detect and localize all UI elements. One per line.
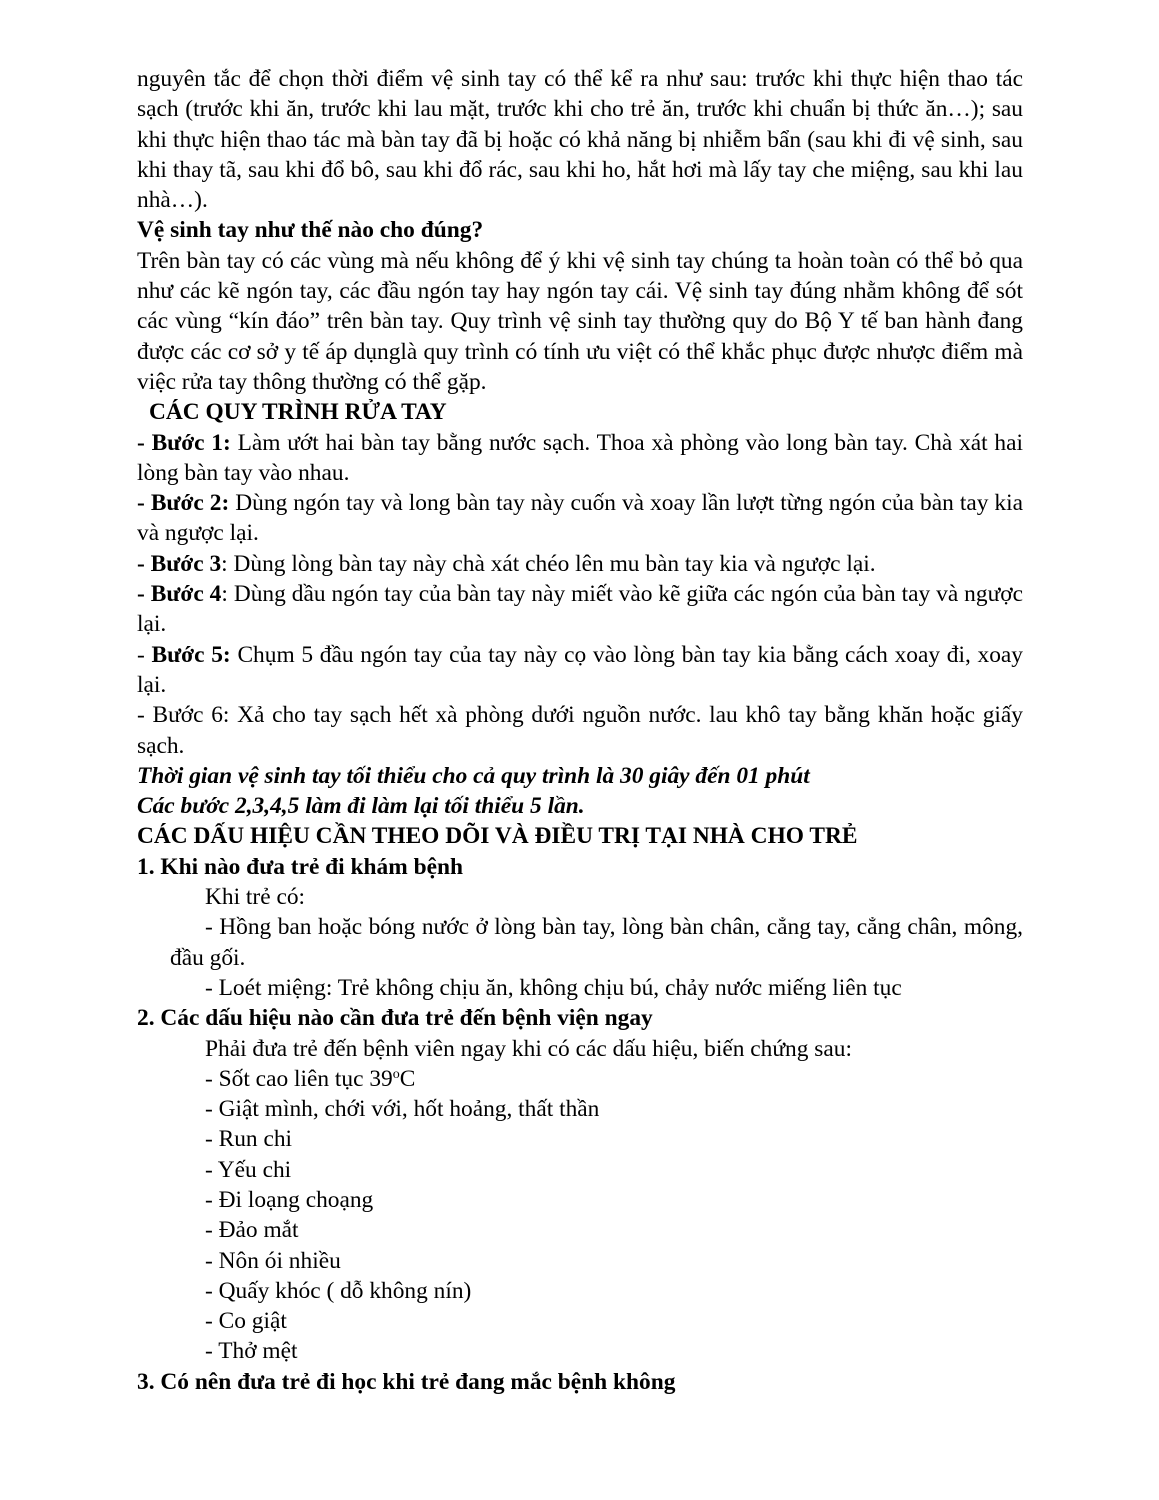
intro-paragraph: nguyên tắc để chọn thời điểm vệ sinh tay có thể kể ra như sau: trước khi thực hiện thao tác sạch (trước khi ăn, trước khi lau mặt, trước khi cho trẻ ăn, trước khi chuẩn bị thức ăn…); sau khi thực hiện thao tác mà bàn tay đã bị hoặc có khả năng bị nhiễm bẩn (sau khi đi vệ sinh, sau khi thay tã, sau khi đổ bô, sau khi đổ rác, sau khi ho, hắt hơi mà lấy tay che miệng, sau khi lau nhà…). bbox=[137, 66, 1023, 214]
how-to-heading: Vệ sinh tay như thế nào cho đúng? bbox=[137, 217, 484, 244]
procedure-note-time: Thời gian vệ sinh tay tối thiểu cho cả quy trình là 30 giây đến 01 phút bbox=[137, 762, 810, 789]
procedure-note-repeat: Các bước 2,3,4,5 làm đi làm lại tối thiểu 5 lần. bbox=[137, 793, 585, 820]
section-1-heading: 1. Khi nào đưa trẻ đi khám bệnh bbox=[137, 853, 463, 880]
section-1-item-rash: - Hồng ban hoặc bóng nước ở lòng bàn tay, lòng bàn chân, cẳng tay, cẳng chân, mông, đầu gối. bbox=[170, 914, 1023, 971]
signs-heading: CÁC DẤU HIỆU CẦN THEO DÕI VÀ ĐIỀU TRỊ TẠI NHÀ CHO TRẺ bbox=[137, 823, 858, 850]
step-1: - Bước 1: Làm ướt hai bàn tay bằng nước sạch. Thoa xà phòng vào long bàn tay. Chà xát hai lòng bàn tay vào nhau. bbox=[137, 429, 1023, 486]
step-5: - Bước 5: Chụm 5 đầu ngón tay của tay này cọ vào lòng bàn tay kia bằng cách xoay đi, xoay lại. bbox=[137, 641, 1023, 698]
section-1-item-ulcer: - Loét miệng: Trẻ không chịu ăn, không chịu bú, chảy nước miếng liên tục bbox=[205, 974, 902, 1001]
step-6: - Bước 6: Xả cho tay sạch hết xà phòng dưới nguồn nước. lau khô tay bằng khăn hoặc giấy sạch. bbox=[137, 702, 1023, 759]
list-item: - Giật mình, chới với, hốt hoảng, thất thần bbox=[205, 1096, 600, 1123]
procedure-heading: CÁC QUY TRÌNH RỬA TAY bbox=[149, 399, 447, 426]
list-item: - Run chi bbox=[205, 1126, 293, 1153]
list-item-fever: - Sốt cao liên tục 39$^o$C bbox=[205, 1065, 416, 1092]
list-item: - Quấy khóc ( dỗ không nín) bbox=[205, 1277, 472, 1304]
section-3-heading: 3. Có nên đưa trẻ đi học khi trẻ đang mắc bệnh không bbox=[137, 1368, 676, 1395]
step-3: - Bước 3: Dùng lòng bàn tay này chà xát chéo lên mu bàn tay kia và ngược lại. bbox=[137, 550, 876, 577]
list-item: - Yếu chi bbox=[205, 1156, 292, 1183]
how-to-paragraph: Trên bàn tay có các vùng mà nếu không để ý khi vệ sinh tay chúng ta hoàn toàn có thể bỏ qua như các kẽ ngón tay, các đầu ngón tay hay ngón tay cái. Vệ sinh tay đúng nhằm không để sót các vùng “kín đáo” trên bàn tay. Quy trình vệ sinh tay thường quy do Bộ Y tế ban hành đang được các cơ sở y tế áp dụnglà quy trình có tính ưu việt có thể khắc phục được nhược điểm mà việc rửa tay thông thường có thể gặp. bbox=[137, 247, 1023, 395]
list-item: - Thở mệt bbox=[205, 1338, 298, 1365]
list-item: - Co giật bbox=[205, 1308, 287, 1335]
list-item: - Đảo mắt bbox=[205, 1217, 299, 1244]
section-1-lead: Khi trẻ có: bbox=[205, 884, 306, 911]
step-4: - Bước 4: Dùng dầu ngón tay của bàn tay này miết vào kẽ giữa các ngón của bàn tay và ngược lại. bbox=[137, 581, 1023, 638]
list-item: - Nôn ói nhiều bbox=[205, 1247, 341, 1274]
section-2-heading: 2. Các dấu hiệu nào cần đưa trẻ đến bệnh viện ngay bbox=[137, 1005, 653, 1032]
list-item: - Đi loạng choạng bbox=[205, 1186, 374, 1213]
document-page bbox=[137, 64, 1023, 1397]
step-2: - Bước 2: Dùng ngón tay và long bàn tay này cuốn và xoay lần lượt từng ngón của bàn tay kia và ngược lại. bbox=[137, 490, 1023, 547]
section-2-lead: Phải đưa trẻ đến bệnh viên ngay khi có các dấu hiệu, biến chứng sau: bbox=[205, 1035, 852, 1062]
